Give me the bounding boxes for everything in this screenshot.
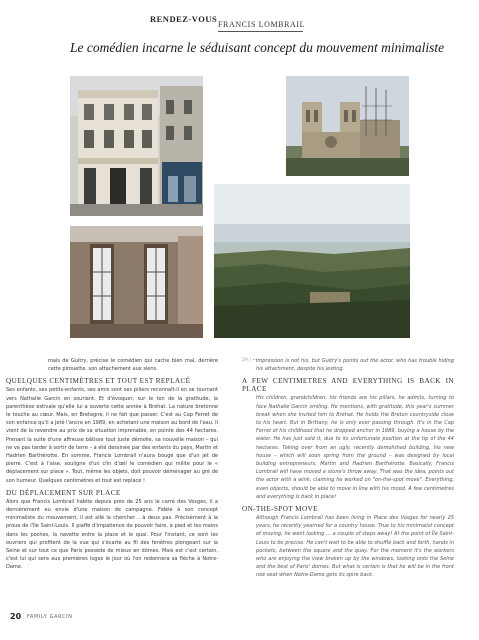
coastal-landscape-photo xyxy=(214,184,410,338)
theater-facade-photo xyxy=(70,76,203,216)
body-paragraph: Although Francis Lombrail has been living in Place des Vosges for nearly 25 years, he recently yearned for a country house. True to his minimalist concept of moving, he went looking … a couple of steps away! At the point of Île Saint-Louis to be precise. He can't wait to be able to shuffle back and forth, hands in pockets, between the square and the quay. For the moment it's the workers who are enjoying the view broken up by the windows, looking onto the Seine and the best of Paris' domes. But what is certain is that he will be in the front row seat when Notre-Dame gets its spire back. xyxy=(256,515,454,579)
body-paragraph: Alors que Francis Lombrail habite depuis près de 25 ans le carré des Vosges, il a dernièrement eu envie d'une maison de campagne. Fidèle à son concept minimaliste du mouvement, il est allé la chercher… à deux pas. Précisément à la proue de l'île Saint-Louis. Il piaffe d'impatience de pouvoir faire, à pied et les mains dans les poches, la navette entre la place et le quai. Pour l'instant, ce sont les ouvriers qui profitent de la vue qui s'écarte au fil des fenêtres plongeant sur la Seine et sur tout ce que Paris possède de mieux en dômes. Mais est c'est certain, c'est lui qui sera aux premières loges le jour où l'on redonnera sa flèche à Notre-Dame. xyxy=(6,498,218,571)
intro-paragraph: impression is not his, but Guitry's points out the actor, who has trouble hiding his attachment, despite his jesting. xyxy=(256,358,454,373)
page-number: 20 xyxy=(10,612,22,621)
notre-dame-photo xyxy=(286,76,409,176)
page-marker: 29 / •• xyxy=(242,358,258,363)
french-column xyxy=(6,357,218,573)
section-label: RENDEZ-VOUS xyxy=(150,14,218,24)
header-divider xyxy=(218,31,303,32)
body-paragraph: Ses enfants, ses petits-enfants, ses amis sont ses piliers reconnaît-il en se tournant vers Nathalie Garcin en souriant. Et d'évoquer, sur le ton de la gratitude, la parenthèse estivale qu'elle lui a ouverte cette année à Bréhat. La nature bretonne le touche au cœur. Mais, en Bretagne, il ne fait que passer. C'est au Cap Ferret de son enfance qu'il a jeté l'ancre en 1989, en achetant une maison au bord de l'eau. Il vient de la revendre au prix de sa situation imprenable, en pointe des 44 hectares. Prenant la suite d'une affreuse bâtisse tout juste démolie, sa nouvelle maison – qui ne va pas tarder à sortir de terre – a été dessinée par des enfants du pays, Martin et Hadrien Barthérotte. En somme, Francis Lombrail n'aura bougé que d'un jet de pierre. C'est à l'aise, souligne d'un clin d'œil le comédien qui milite pour le « déplacement sur place ». Tout, même les objets, doit pouvoir déménager au gré de son humeur. Quelques centimètres et tout est replacé ! xyxy=(6,387,219,484)
article-headline: Le comédien incarne le séduisant concept du mouvement minimaliste xyxy=(70,40,445,55)
publication-name: FAMILY GARCIN xyxy=(27,614,73,620)
section-heading: A FEW CENTIMETRES AND EVERYTHING IS BACK IN PLACE xyxy=(242,377,454,394)
section-heading: DU DÉPLACEMENT SUR PLACE xyxy=(6,488,121,497)
section-heading: QUELQUES CENTIMÈTRES ET TOUT EST REPLACÉ xyxy=(6,377,191,386)
author-name: FRANCIS LOMBRAIL xyxy=(218,20,306,29)
english-column xyxy=(242,357,454,581)
section-heading: ON-THE-SPOT MOVE xyxy=(242,505,318,514)
intro-paragraph: mais de Guitry, précise le comédien qui cache bien mal, derrière cette pirouette, son attachement aux siens. xyxy=(48,358,218,373)
body-paragraph: His children, grandchildren, his friends are his pillars, he admits, turning to face Nathalie Garcin smiling. He mentions, with gratitude, this year's summer break when she invited him to Bréhat. He holds the Breton countryside close to his heart. But in Brittany, he is only ever passing through. It's in the Cap Ferret of his childhood that he dropped anchor in 1989, buying a house by the water. He has just sold it, due to its unfortunate position at the tip of the 44 hectares. Taking over from an ugly, recently demolished building, his new house – which will soon spring from the ground – was designed by local building entrepreneurs, Martin and Hadrien Barthérotte. Basically, Francis Lombrail will have moved a stone's throw away. That was the idea, points out the actor with a wink, claiming he worked on "on-the-spot move". Everything, even objects, should be able to move in line with his mood. A few centimetres and everything is back in place! xyxy=(256,395,454,500)
interior-window-photo xyxy=(70,226,203,338)
